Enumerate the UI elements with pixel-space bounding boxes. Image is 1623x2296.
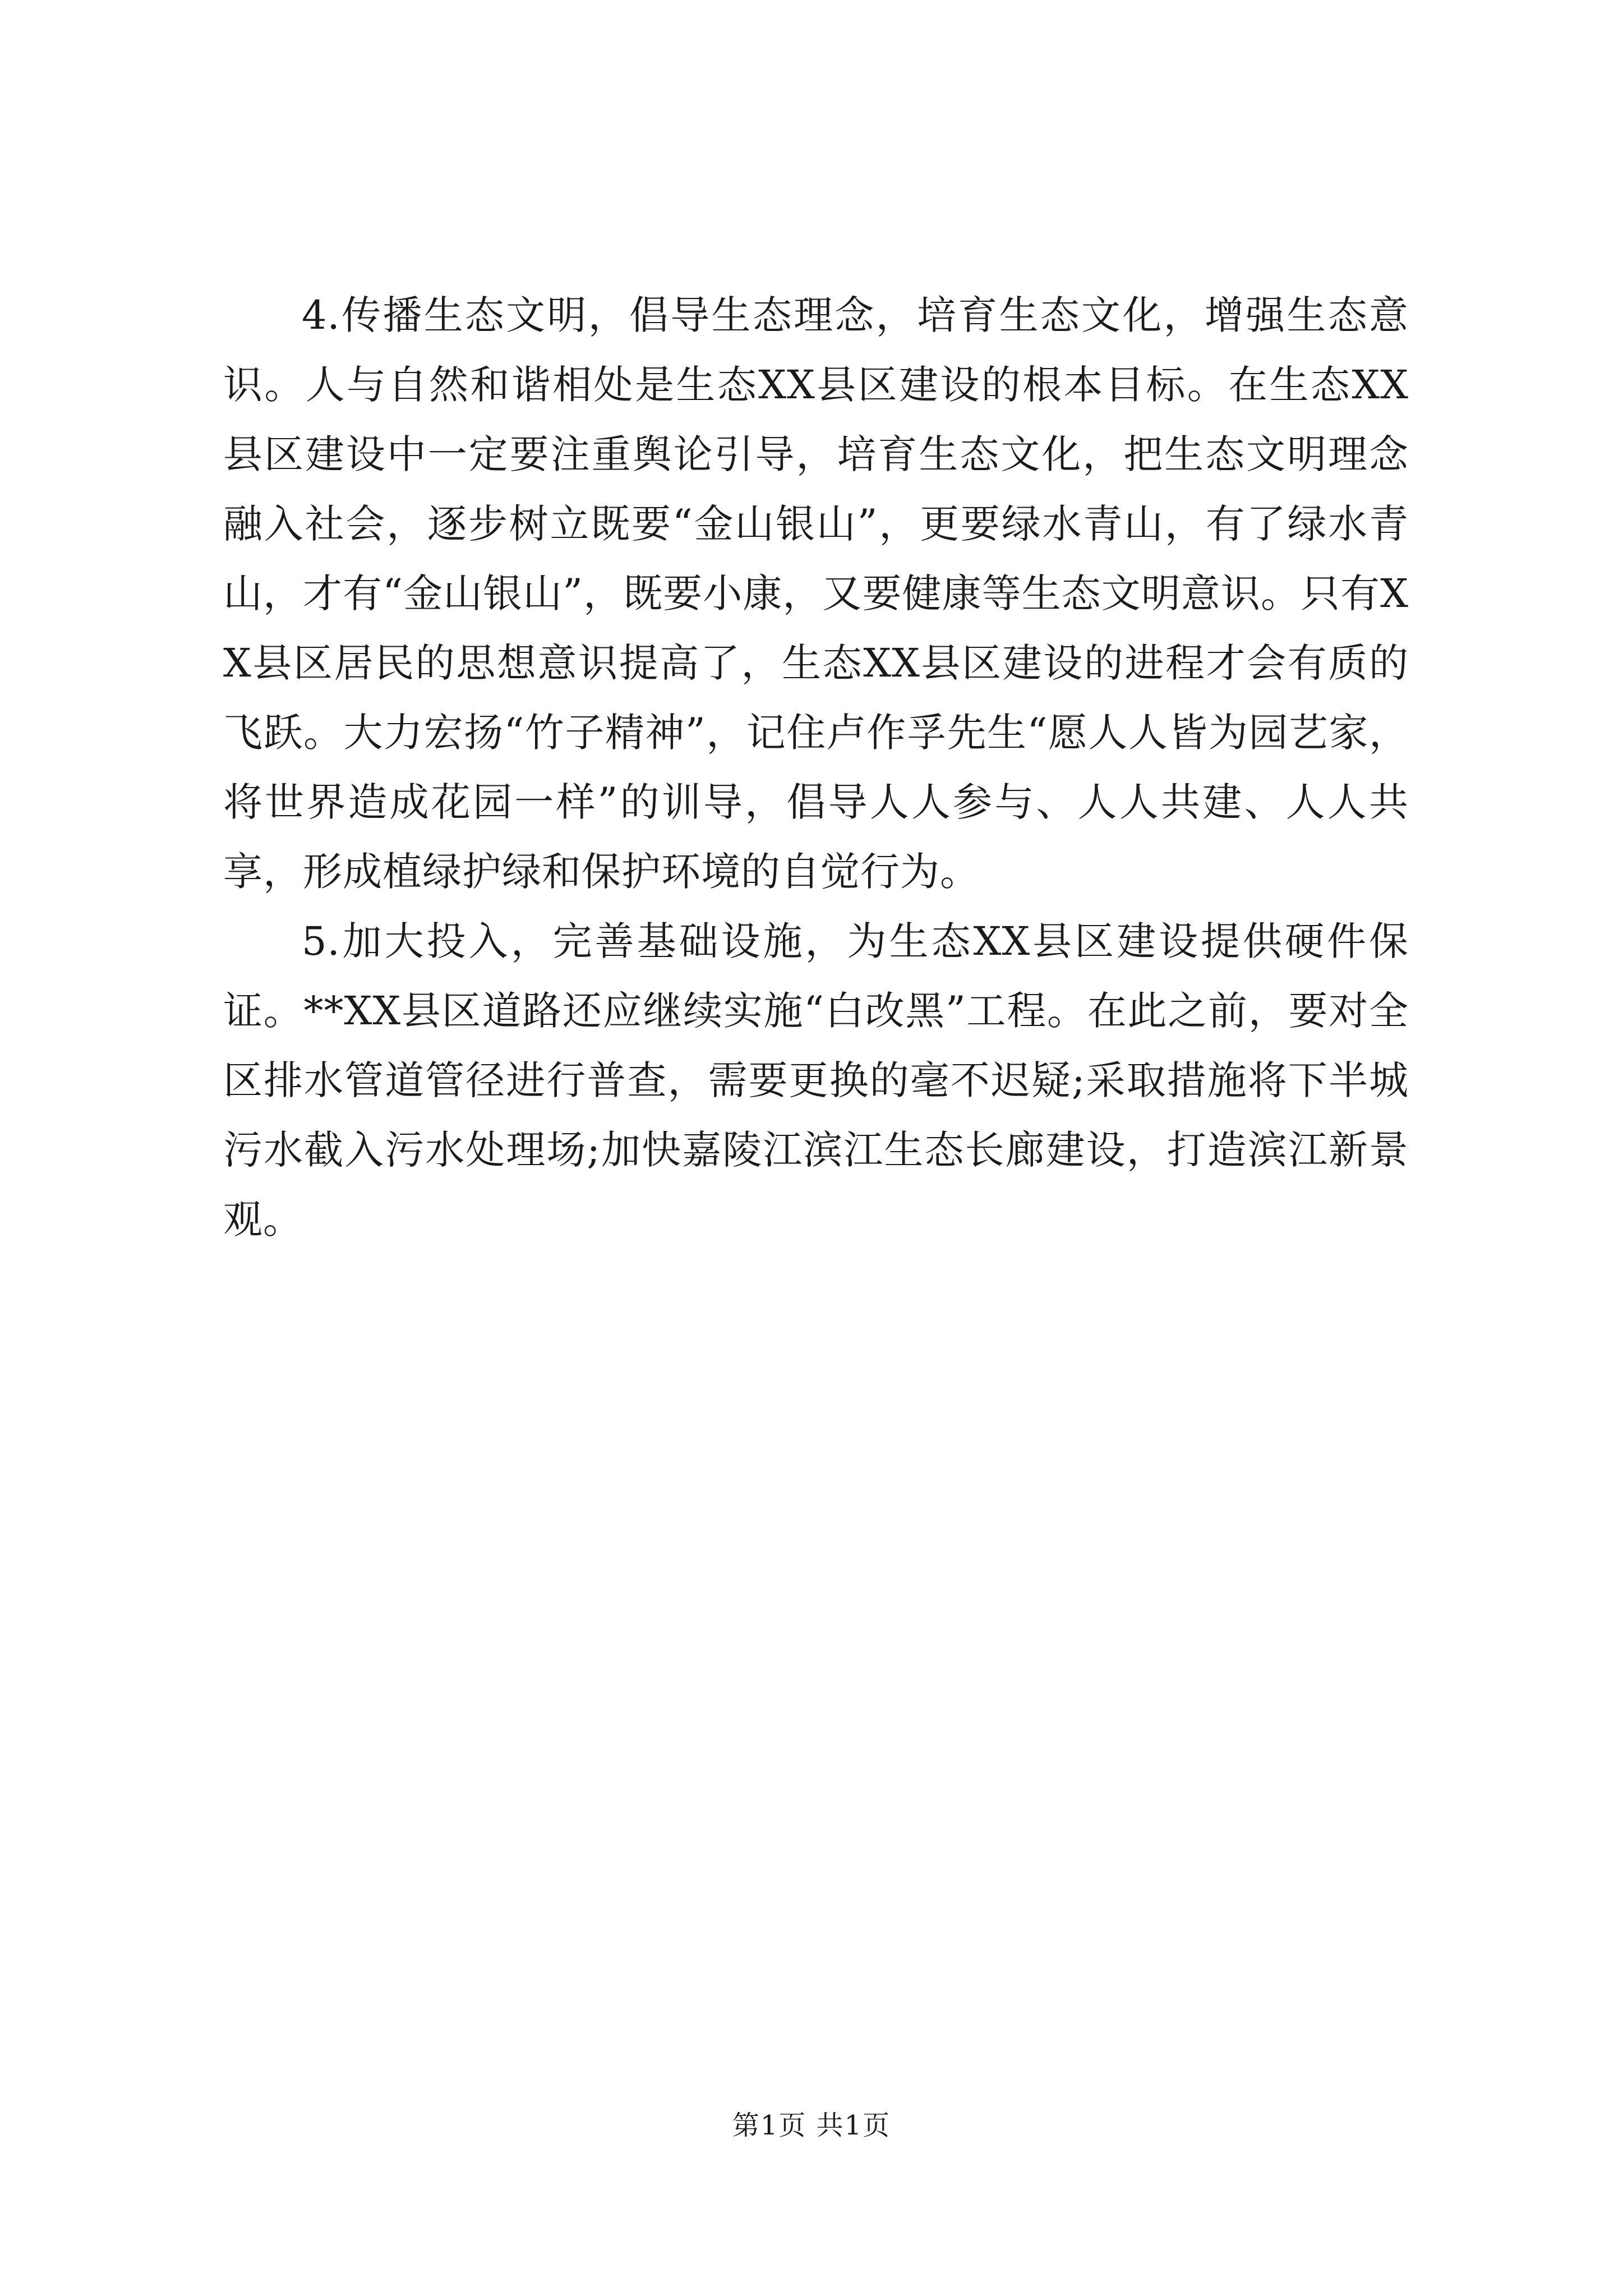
document-body: [223, 280, 1409, 1254]
paragraph-4: 4.传播生态文明，倡导生态理念，培育生态文化，增强生态意识。人与自然和谐相处是生态XX县区建设的根本目标。在生态XX县区建设中一定要注重舆论引导，培育生态文化，把生态文明理念融入社会，逐步树立既要“金山银山”，更要绿水青山，有了绿水青山，才有“金山银山”，既要小康，又要健康等生态文明意识。只有XX县区居民的思想意识提高了，生态XX县区建设的进程才会有质的飞跃。大力宏扬“竹子精神”，记住卢作孚先生“愿人人皆为园艺家，将世界造成花园一样”的训导，倡导人人参与、人人共建、人人共享，形成植绿护绿和保护环境的自觉行为。: [223, 292, 1409, 895]
paragraph-5: 5.加大投入，完善基础设施，为生态XX县区建设提供硬件保证。**XX县区道路还应继续实施“白改黑”工程。在此之前，要对全区排水管道管径进行普查，需要更换的毫不迟疑;采取措施将下半城污水截入污水处理场;加快嘉陵江滨江生态长廊建设，打造滨江新景观。: [223, 918, 1409, 1243]
page-number-footer: 第1页 共1页: [732, 2110, 891, 2141]
